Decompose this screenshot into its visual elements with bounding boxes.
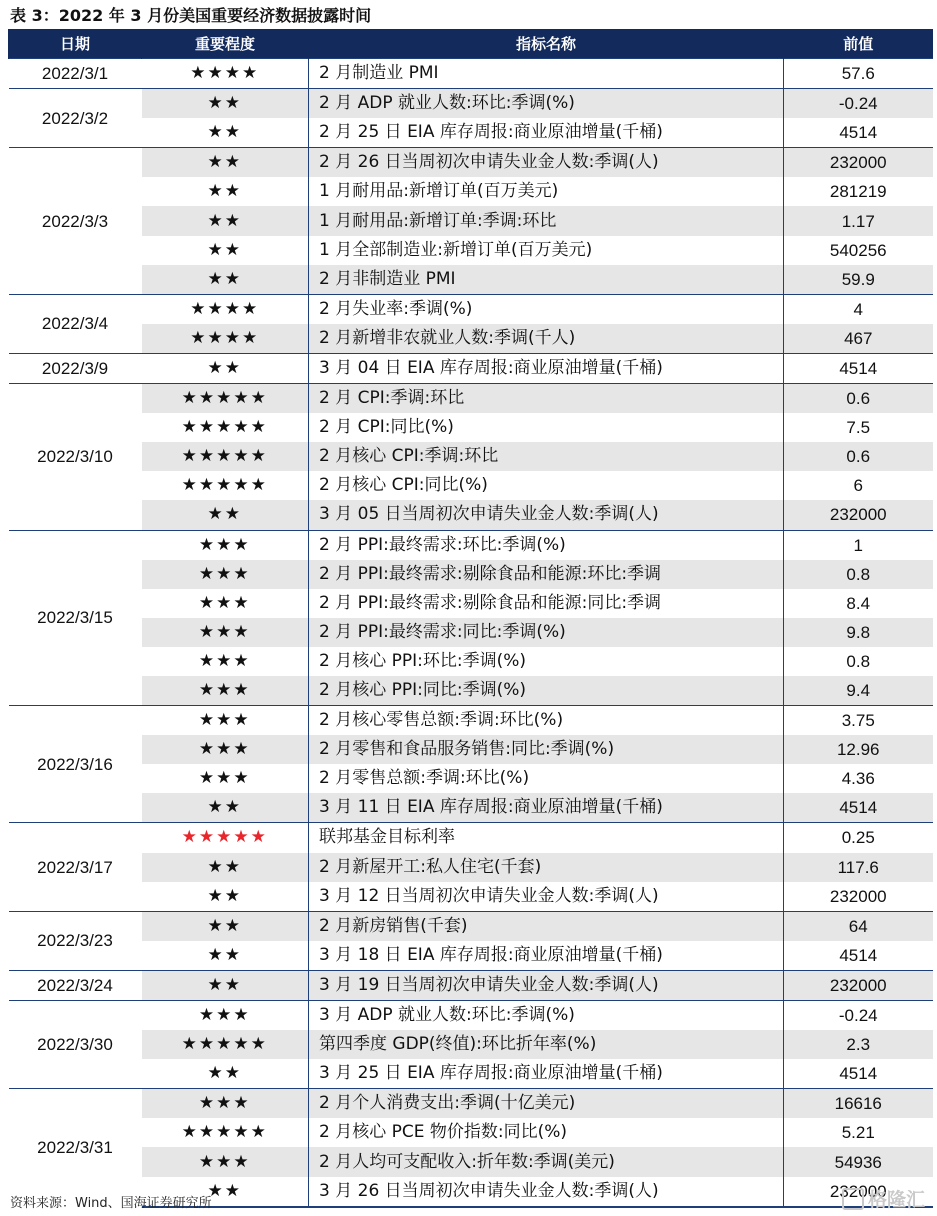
previous-value: 0.25 <box>784 823 933 853</box>
indicator-name: 3 月 04 日 EIA 库存周报:商业原油增量(千桶) <box>309 353 784 383</box>
date-cell: 2022/3/24 <box>9 970 142 1000</box>
previous-value: 4514 <box>784 353 933 383</box>
previous-value: 232000 <box>784 148 933 178</box>
table-row <box>9 1118 933 1147</box>
table-row <box>9 118 933 148</box>
importance-stars: ★★ <box>142 89 309 119</box>
previous-value: 1.17 <box>784 206 933 235</box>
indicator-name: 2 月核心 PCE 物价指数:同比(%) <box>309 1118 784 1147</box>
previous-value: 12.96 <box>784 735 933 764</box>
previous-value: -0.24 <box>784 89 933 119</box>
importance-stars: ★★★ <box>142 560 309 589</box>
importance-stars: ★★★★★ <box>142 823 309 853</box>
header-indicator-name: 指标名称 <box>309 29 784 59</box>
table-row <box>9 970 933 1000</box>
indicator-name: 2 月 CPI:季调:环比 <box>309 384 784 414</box>
table-row <box>9 911 933 941</box>
previous-value: 57.6 <box>784 59 933 89</box>
table-row <box>9 618 933 647</box>
previous-value: 0.8 <box>846 651 871 671</box>
previous-value: 117.6 <box>784 853 933 882</box>
table-row <box>9 882 933 912</box>
importance-stars: ★★★ <box>142 530 309 560</box>
importance-stars: ★★★★★ <box>181 417 268 438</box>
table-row <box>9 589 933 618</box>
indicator-name: 2 月 26 日当周初次申请失业金人数:季调(人) <box>309 148 784 178</box>
previous-value: 4.36 <box>841 769 875 789</box>
previous-value: 0.6 <box>784 384 933 414</box>
date-cell: 2022/3/10 <box>9 384 142 530</box>
table-row <box>9 793 933 823</box>
indicator-name: 2 月核心零售总额:季调:环比(%) <box>309 706 784 736</box>
indicator-name: 3 月 26 日当周初次申请失业金人数:季调(人) <box>309 1177 784 1207</box>
previous-value: 232000 <box>784 1177 933 1207</box>
date-cell: 2022/3/15 <box>9 530 142 706</box>
importance-stars: ★★ <box>207 181 242 202</box>
table-row <box>9 265 933 295</box>
indicator-name: 第四季度 GDP(终值):环比折年率(%) <box>309 1030 784 1059</box>
previous-value: 4 <box>784 294 933 324</box>
previous-value: 232000 <box>829 886 887 906</box>
importance-stars: ★★★ <box>142 676 309 706</box>
table-row <box>9 706 933 736</box>
table-row <box>9 853 933 882</box>
previous-value: 4514 <box>839 1064 878 1084</box>
table-row <box>9 1030 933 1059</box>
importance-stars: ★★★ <box>198 768 251 789</box>
table-row <box>9 59 933 89</box>
date-cell: 2022/3/2 <box>9 89 142 148</box>
table-row <box>9 384 933 414</box>
importance-stars: ★★★ <box>142 706 309 736</box>
importance-stars: ★★★ <box>142 1089 309 1119</box>
table-row <box>9 148 933 178</box>
table-row <box>9 413 933 442</box>
indicator-name: 2 月新增非农就业人数:季调(千人) <box>309 324 784 354</box>
table-row <box>9 764 933 793</box>
importance-stars: ★★ <box>142 911 309 941</box>
table-row <box>9 89 933 119</box>
indicator-name: 2 月核心 PPI:环比:季调(%) <box>309 647 784 676</box>
indicator-name: 2 月核心 PPI:同比:季调(%) <box>309 676 784 706</box>
previous-value: 281219 <box>829 182 887 202</box>
indicator-name: 2 月 ADP 就业人数:环比:季调(%) <box>309 89 784 119</box>
previous-value: 4514 <box>839 123 878 143</box>
indicator-name: 2 月核心 CPI:同比(%) <box>309 471 784 500</box>
importance-stars: ★★★ <box>142 1001 309 1031</box>
importance-stars: ★★★ <box>198 650 251 671</box>
previous-value: -0.24 <box>784 1001 933 1031</box>
indicator-name: 2 月新房销售(千套) <box>309 911 784 941</box>
table-row <box>9 442 933 471</box>
date-cell: 2022/3/3 <box>9 148 142 294</box>
importance-stars: ★★★ <box>142 735 309 764</box>
previous-value: 0.6 <box>784 442 933 471</box>
previous-value: 232000 <box>784 500 933 530</box>
importance-stars: ★★★ <box>142 618 309 647</box>
previous-value: 0.8 <box>784 560 933 589</box>
previous-value: 1 <box>784 530 933 560</box>
header-importance: 重要程度 <box>142 29 309 59</box>
importance-stars: ★★★★★ <box>142 442 309 471</box>
date-cell: 2022/3/31 <box>9 1089 142 1207</box>
indicator-name: 2 月 PPI:最终需求:剔除食品和能源:同比:季调 <box>309 589 784 618</box>
indicator-name: 3 月 25 日 EIA 库存周报:商业原油增量(千桶) <box>309 1059 784 1089</box>
indicator-name: 2 月 PPI:最终需求:环比:季调(%) <box>309 530 784 560</box>
indicator-name: 2 月人均可支配收入:折年数:季调(美元) <box>309 1147 784 1176</box>
table-row <box>9 676 933 706</box>
table-title: 表 3：2022 年 3 月份美国重要经济数据披露时间 <box>10 6 372 25</box>
importance-stars: ★★ <box>142 265 309 295</box>
table-row <box>9 941 933 971</box>
previous-value: 2.3 <box>784 1030 933 1059</box>
table-row <box>9 647 933 676</box>
previous-value: 7.5 <box>846 418 871 438</box>
date-cell: 2022/3/30 <box>9 1001 142 1089</box>
importance-stars: ★★ <box>207 122 242 143</box>
previous-value: 6 <box>853 476 863 496</box>
indicator-name: 3 月 12 日当周初次申请失业金人数:季调(人) <box>309 882 784 912</box>
previous-value: 9.8 <box>784 618 933 647</box>
importance-stars: ★★ <box>142 1177 309 1207</box>
importance-stars: ★★ <box>142 148 309 178</box>
table-row <box>9 1089 933 1119</box>
previous-value: 64 <box>784 911 933 941</box>
previous-value: 54936 <box>784 1147 933 1176</box>
importance-stars: ★★ <box>142 500 309 530</box>
date-cell: 2022/3/17 <box>9 823 142 911</box>
importance-stars: ★★★★★ <box>142 1030 309 1059</box>
indicator-name: 2 月失业率:季调(%) <box>309 294 784 324</box>
previous-value: 232000 <box>784 970 933 1000</box>
importance-stars: ★★ <box>142 353 309 383</box>
importance-stars: ★★ <box>207 239 242 260</box>
watermark <box>842 1185 925 1212</box>
table-row <box>9 530 933 560</box>
importance-stars: ★★★ <box>142 1147 309 1176</box>
previous-value: 467 <box>784 324 933 354</box>
table-row <box>9 560 933 589</box>
source-note: 资料来源：Wind、国海证券研究所 <box>10 1196 212 1211</box>
table-row <box>9 324 933 354</box>
indicator-name: 1 月耐用品:新增订单:季调:环比 <box>309 206 784 235</box>
date-cell: 2022/3/4 <box>9 294 142 353</box>
importance-stars: ★★★ <box>198 592 251 613</box>
importance-stars: ★★★★ <box>142 294 309 324</box>
indicator-name: 1 月全部制造业:新增订单(百万美元) <box>309 236 784 265</box>
header-previous-value: 前值 <box>784 29 933 59</box>
importance-stars: ★★★★★ <box>181 1122 268 1143</box>
table-row <box>9 236 933 265</box>
indicator-name: 2 月个人消费支出:季调(十亿美元) <box>309 1089 784 1119</box>
table-body <box>9 59 933 1207</box>
previous-value: 540256 <box>829 240 887 260</box>
date-cell: 2022/3/1 <box>9 59 142 89</box>
indicator-name: 3 月 05 日当周初次申请失业金人数:季调(人) <box>309 500 784 530</box>
date-cell: 2022/3/23 <box>9 911 142 970</box>
importance-stars: ★★ <box>207 885 242 906</box>
importance-stars: ★★ <box>142 853 309 882</box>
importance-stars: ★★★★★ <box>142 384 309 414</box>
importance-stars: ★★ <box>142 206 309 235</box>
importance-stars: ★★ <box>207 944 242 965</box>
indicator-name: 3 月 11 日 EIA 库存周报:商业原油增量(千桶) <box>309 793 784 823</box>
previous-value: 9.4 <box>784 676 933 706</box>
indicator-name: 2 月制造业 PMI <box>309 59 784 89</box>
importance-stars: ★★★★ <box>142 59 309 89</box>
table-row <box>9 206 933 235</box>
table-row <box>9 823 933 853</box>
table-row <box>9 294 933 324</box>
importance-stars: ★★ <box>207 1063 242 1084</box>
indicator-name: 1 月耐用品:新增订单(百万美元) <box>309 177 784 206</box>
previous-value: 4514 <box>784 793 933 823</box>
indicator-name: 2 月新屋开工:私人住宅(千套) <box>309 853 784 882</box>
table-row <box>9 1001 933 1031</box>
previous-value: 5.21 <box>841 1123 875 1143</box>
table-row <box>9 471 933 500</box>
table-row <box>9 500 933 530</box>
indicator-name: 2 月核心 CPI:季调:环比 <box>309 442 784 471</box>
watermark-text: 格隆汇 <box>867 1189 925 1211</box>
indicator-name: 3 月 ADP 就业人数:环比:季调(%) <box>309 1001 784 1031</box>
table-header-row <box>9 29 933 59</box>
indicator-name: 2 月 PPI:最终需求:剔除食品和能源:环比:季调 <box>309 560 784 589</box>
importance-stars: ★★ <box>142 970 309 1000</box>
table-row <box>9 735 933 764</box>
indicator-name: 2 月零售总额:季调:环比(%) <box>309 764 784 793</box>
indicator-name: 2 月零售和食品服务销售:同比:季调(%) <box>309 735 784 764</box>
table-row <box>9 353 933 383</box>
economic-data-table <box>8 29 933 1208</box>
indicator-name: 2 月 PPI:最终需求:同比:季调(%) <box>309 618 784 647</box>
watermark-logo-icon <box>842 1188 864 1210</box>
previous-value: 8.4 <box>846 593 871 613</box>
table-row <box>9 1059 933 1089</box>
date-cell: 2022/3/9 <box>9 353 142 383</box>
date-cell: 2022/3/16 <box>9 706 142 823</box>
indicator-name: 3 月 18 日 EIA 库存周报:商业原油增量(千桶) <box>309 941 784 971</box>
indicator-name: 联邦基金目标利率 <box>309 823 784 853</box>
previous-value: 59.9 <box>784 265 933 295</box>
importance-stars: ★★★★ <box>142 324 309 354</box>
header-date: 日期 <box>9 29 142 59</box>
previous-value: 16616 <box>784 1089 933 1119</box>
importance-stars: ★★★★★ <box>181 475 268 496</box>
previous-value: 4514 <box>839 945 878 965</box>
indicator-name: 2 月 25 日 EIA 库存周报:商业原油增量(千桶) <box>309 118 784 148</box>
indicator-name: 2 月 CPI:同比(%) <box>309 413 784 442</box>
importance-stars: ★★ <box>142 793 309 823</box>
table-row <box>9 1147 933 1176</box>
previous-value: 3.75 <box>784 706 933 736</box>
indicator-name: 3 月 19 日当周初次申请失业金人数:季调(人) <box>309 970 784 1000</box>
indicator-name: 2 月非制造业 PMI <box>309 265 784 295</box>
table-row <box>9 177 933 206</box>
